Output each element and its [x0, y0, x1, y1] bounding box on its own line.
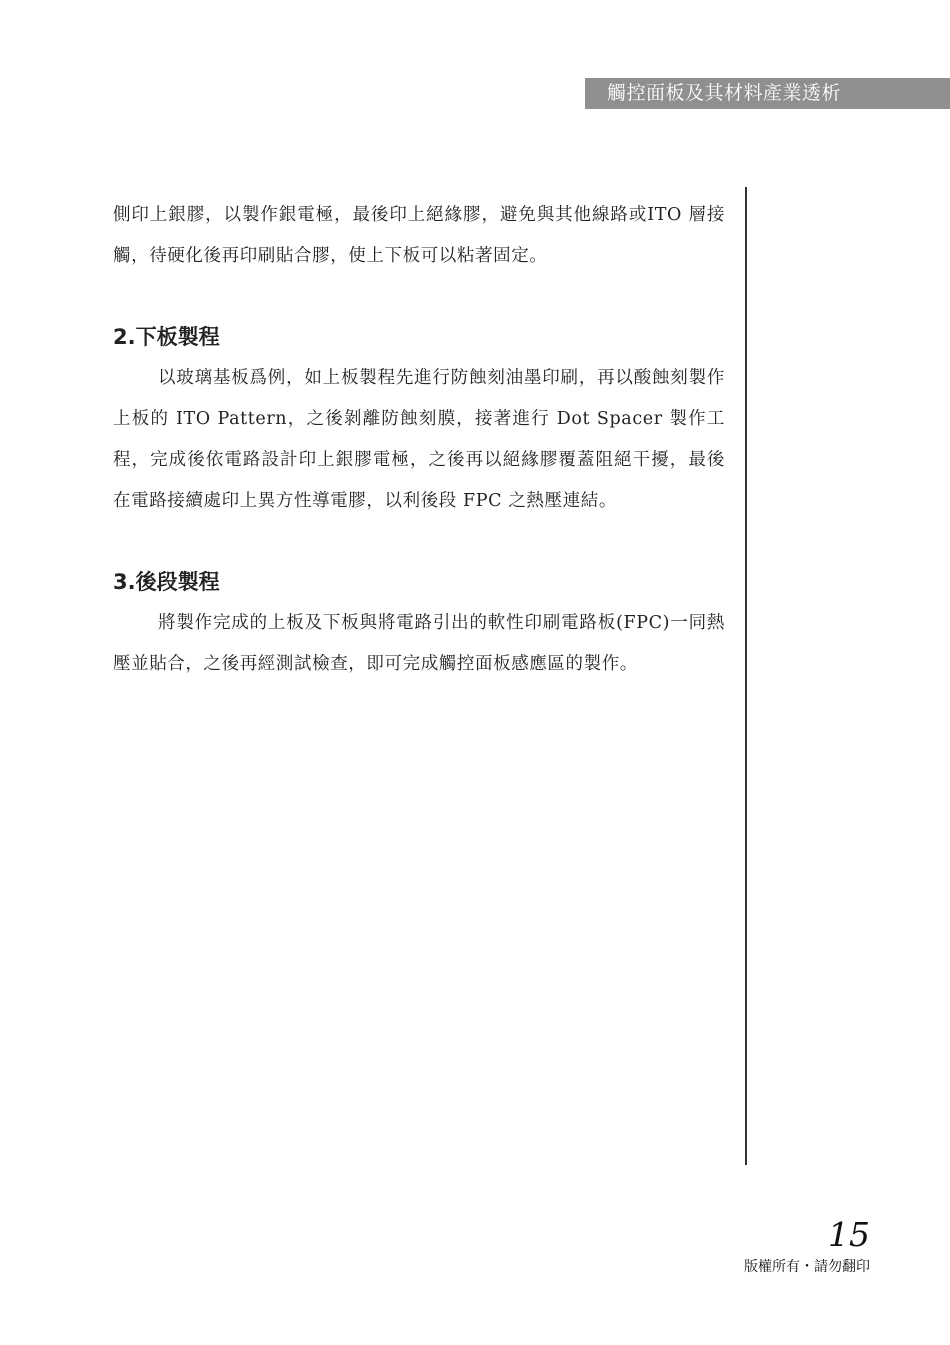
margin-rule [745, 187, 747, 1165]
copyright-notice: 版權所有・請勿翻印 [744, 1259, 870, 1275]
intro-paragraph: 側印上銀膠，以製作銀電極，最後印上絕緣膠，避免與其他線路或ITO 層接觸，待硬化後再印刷貼合膠，使上下板可以粘著固定。 [113, 205, 725, 266]
section-heading-lower-plate: 2.下板製程 [113, 325, 220, 349]
main-content [113, 195, 725, 685]
running-header-title: 觸控面板及其材料產業透析 [607, 82, 842, 104]
section-heading-back-end: 3.後段製程 [113, 570, 220, 594]
running-header [585, 78, 950, 109]
page-number: 15 [828, 1215, 870, 1254]
section-paragraph-lower-plate: 以玻璃基板爲例，如上板製程先進行防蝕刻油墨印刷，再以酸蝕刻製作上板的 ITO Pattern，之後剝離防蝕刻膜，接著進行 Dot Spacer 製作工程，完成後依電路設計印上銀膠電極，之後再以絕緣膠覆蓋阻絕干擾，最後在電路接續處印上異方性導電膠，以利後段 FPC 之熱壓連結。 [113, 368, 725, 511]
section-paragraph-back-end: 將製作完成的上板及下板與將電路引出的軟性印刷電路板(FPC)一同熱壓並貼合，之後再經測試檢查，即可完成觸控面板感應區的製作。 [113, 613, 725, 674]
page-footer [744, 1215, 870, 1279]
